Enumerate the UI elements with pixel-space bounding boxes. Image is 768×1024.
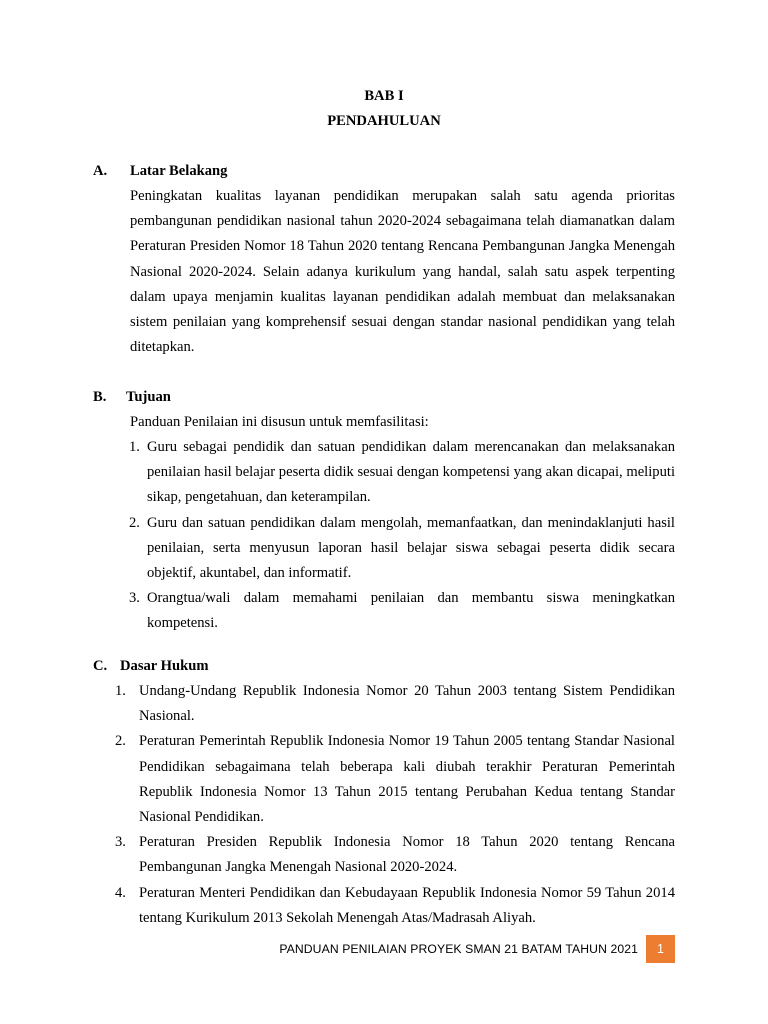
list-item-number: 2. bbox=[129, 514, 140, 531]
list-item bbox=[115, 729, 675, 830]
section-b-letter: B. bbox=[93, 389, 107, 405]
list-item bbox=[129, 435, 675, 511]
section-c-title: Dasar Hukum bbox=[120, 658, 209, 674]
list-item-number: 1. bbox=[115, 683, 126, 699]
chapter-number: BAB I bbox=[364, 88, 404, 104]
list-item bbox=[115, 830, 675, 880]
list-item bbox=[129, 586, 675, 636]
list-item-number: 3. bbox=[129, 590, 140, 607]
section-b-intro: Panduan Penilaian ini disusun untuk memfasilitasi: bbox=[130, 414, 429, 430]
list-item-text: Undang-Undang Republik Indonesia Nomor 20 Tahun 2003 tentang Sistem Pendidikan Nasional. bbox=[139, 683, 675, 725]
list-item-text: Guru dan satuan pendidikan dalam mengolah, memanfaatkan, dan menindaklanjuti hasil penilaian, serta menyusun laporan hasil belajar siswa sebagai peserta didik secara objektif, akuntabel, dan informatif. bbox=[147, 514, 675, 582]
list-item-text: Peraturan Pemerintah Republik Indonesia Nomor 19 Tahun 2005 tentang Standar Nasional Pendidikan sebagaimana telah beberapa kali diubah terakhir Peraturan Pemerintah Republik Indonesia Nomor 13 Tahun 2015 tentang Perubahan Kedua tentang Standar Nasional Pendidikan. bbox=[139, 733, 675, 826]
list-item bbox=[115, 881, 675, 931]
list-item-text: Orangtua/wali dalam memahami penilaian dan membantu siswa meningkatkan kompetensi. bbox=[147, 590, 675, 632]
list-item-number: 3. bbox=[115, 834, 126, 851]
section-a-paragraph: Peningkatan kualitas layanan pendidikan merupakan salah satu agenda prioritas pembangunan pendidikan nasional tahun 2020-2024 sebagaimana telah diamanatkan dalam Peraturan Presiden Nomor 18 Tahun 2020 tentang Rencana Pembangunan Jangka Menengah Nasional 2020-2024. Selain adanya kurikulum yang handal, salah satu aspek terpenting dalam upaya menjamin kualitas layanan pendidikan adalah membuat dan melaksanakan sistem penilaian yang komprehensif sesuai dengan standar nasional pendidikan yang telah ditetapkan. bbox=[130, 188, 675, 356]
section-c-letter: C. bbox=[93, 658, 108, 674]
page-number-badge: 1 bbox=[646, 935, 675, 963]
footer-title: PANDUAN PENILAIAN PROYEK SMAN 21 BATAM TAHUN 2021 bbox=[279, 942, 638, 956]
list-item-number: 1. bbox=[129, 439, 140, 455]
section-b-list bbox=[129, 435, 675, 637]
list-item-text: Peraturan Presiden Republik Indonesia Nomor 18 Tahun 2020 tentang Rencana Pembangunan Jangka Menengah Nasional 2020-2024. bbox=[139, 834, 675, 876]
list-item-number: 2. bbox=[115, 733, 126, 750]
section-a-letter: A. bbox=[93, 163, 108, 179]
chapter-title: PENDAHULUAN bbox=[327, 113, 441, 129]
list-item-number: 4. bbox=[115, 884, 126, 901]
list-item bbox=[129, 511, 675, 587]
section-a-title: Latar Belakang bbox=[130, 163, 228, 179]
list-item-text: Guru sebagai pendidik dan satuan pendidikan dalam merencanakan dan melaksanakan penilaian hasil belajar peserta didik sesuai dengan kompetensi yang akan dicapai, meliputi sikap, pengetahuan, dan keterampilan. bbox=[147, 439, 675, 506]
list-item-text: Peraturan Menteri Pendidikan dan Kebudayaan Republik Indonesia Nomor 59 Tahun 2014 tentang Kurikulum 2013 Sekolah Menengah Atas/Madrasah Aliyah. bbox=[139, 884, 675, 926]
section-c-list bbox=[115, 679, 675, 931]
list-item bbox=[115, 679, 675, 729]
section-b-title: Tujuan bbox=[126, 389, 171, 405]
page-footer bbox=[0, 935, 768, 963]
